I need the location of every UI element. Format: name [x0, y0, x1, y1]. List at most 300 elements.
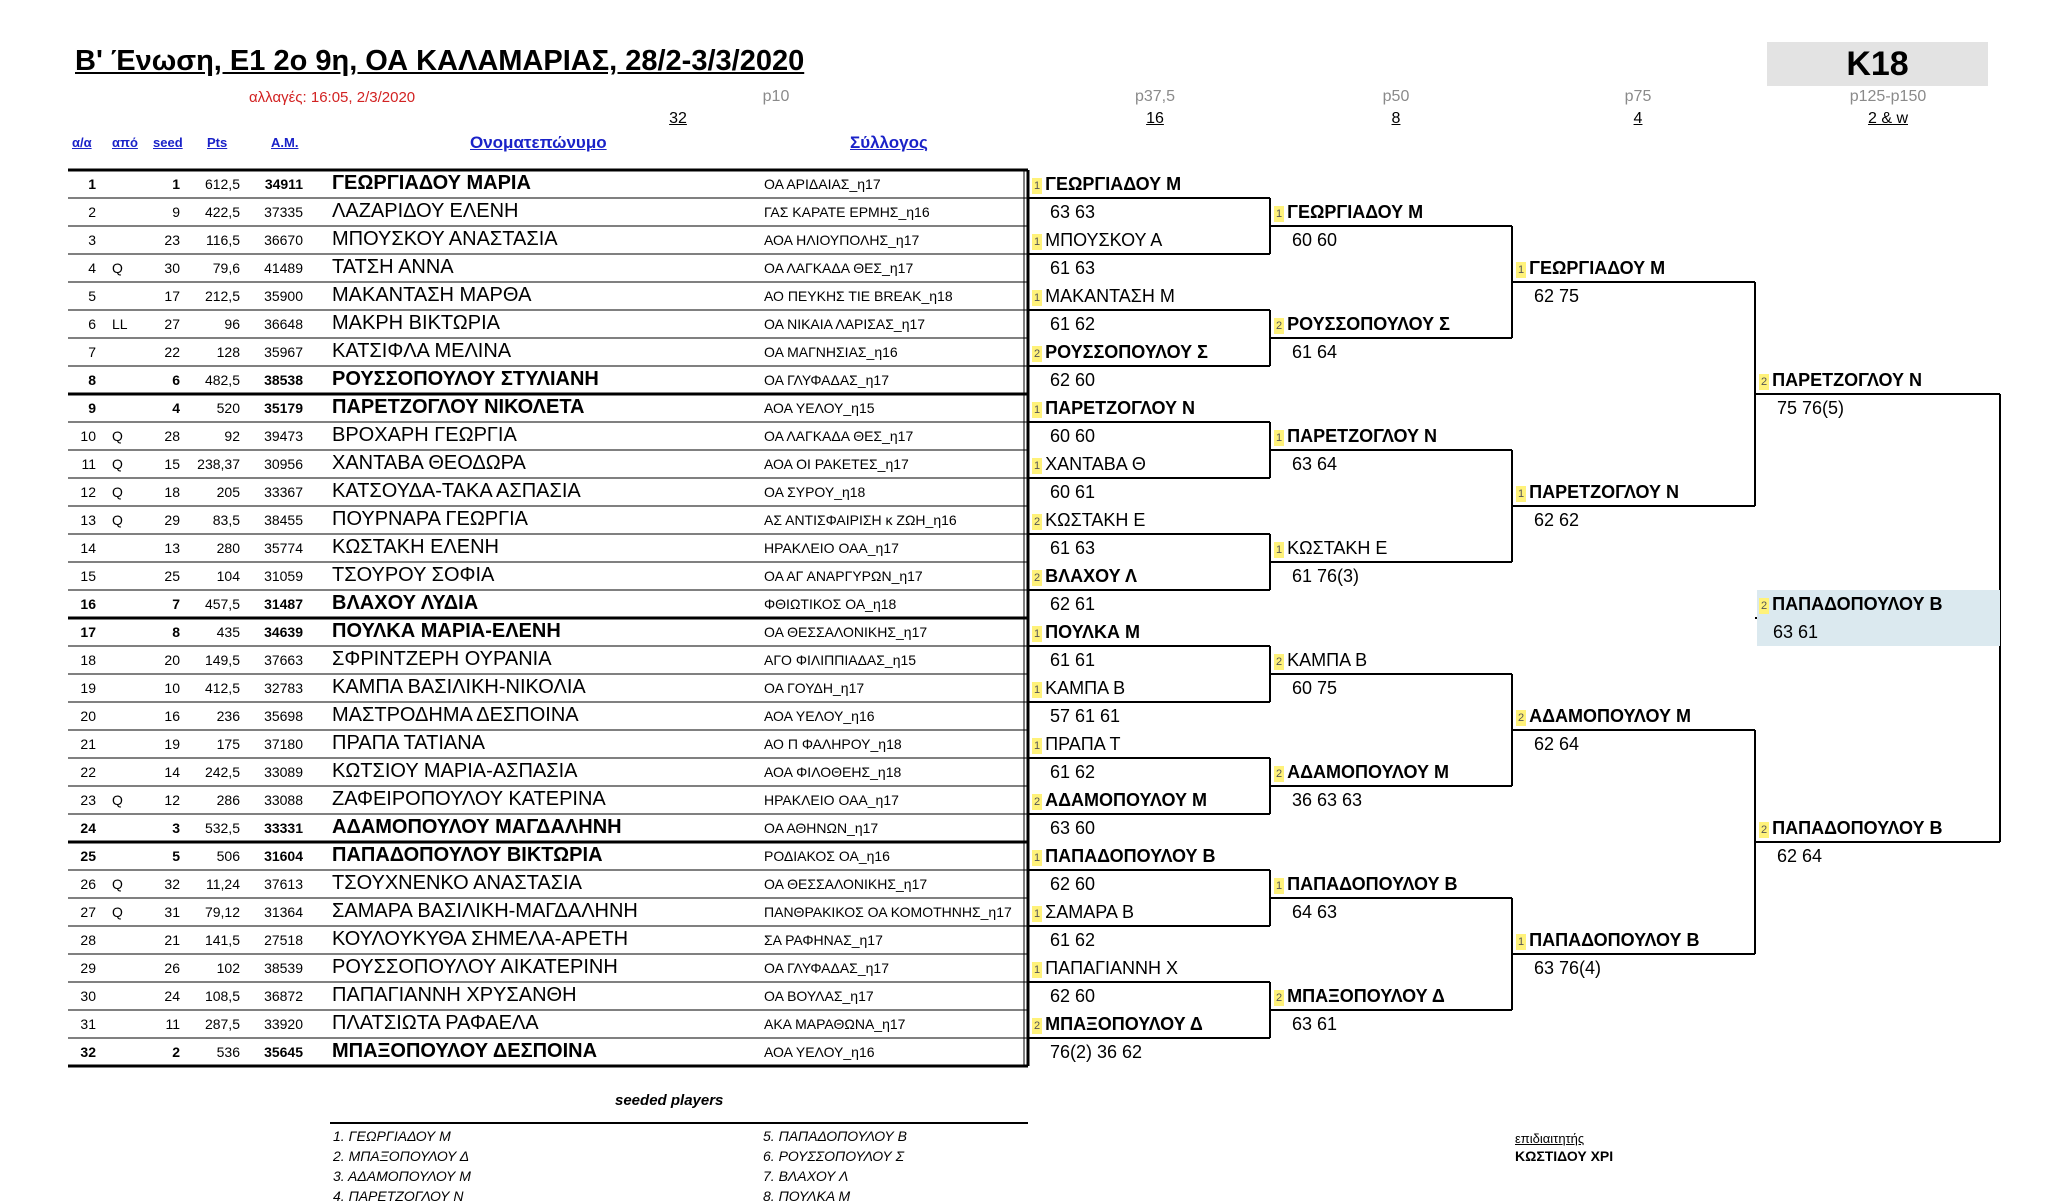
- r16-entry: [1032, 846, 1215, 867]
- player-seed: 10: [164, 680, 180, 696]
- player-pts: 457,5: [204, 596, 240, 612]
- player-pts: 412,5: [204, 680, 240, 696]
- player-pts: 175: [216, 736, 240, 752]
- bracket-name: ΚΑΜΠΑ Β: [1287, 650, 1368, 670]
- player-name: ΛΑΖΑΡΙΔΟΥ ΕΛΕΝΗ: [332, 200, 519, 222]
- col-header-name: Ονοματεπώνυμο: [470, 133, 607, 152]
- player-seed: 32: [164, 876, 180, 892]
- player-no: 2: [88, 204, 96, 220]
- round-seed-tag: 2: [1761, 823, 1768, 836]
- player-seed: 22: [164, 344, 180, 360]
- player-pts: 520: [216, 400, 240, 416]
- seeded-player: 1. ΓΕΩΡΓΙΑΔΟΥ Μ: [333, 1128, 451, 1144]
- round-seed-tag: 2: [1034, 795, 1041, 808]
- round-seed-tag: 1: [1034, 683, 1041, 696]
- player-row: [68, 170, 1028, 198]
- player-am: 37613: [264, 876, 303, 892]
- player-am: 36648: [264, 316, 303, 332]
- referee-label: επιδιαιτητής: [1515, 1131, 1585, 1146]
- player-am: 38538: [264, 372, 303, 388]
- seeded-player: 4. ΠΑΡΕΤΖΟΓΛΟΥ Ν: [333, 1188, 464, 1204]
- player-club: ΟΑ ΑΡΙΔΑΙΑΣ_η17: [764, 176, 881, 192]
- player-row: [68, 758, 1028, 786]
- bracket-name: ΠΑΠΑΔΟΠΟΥΛΟΥ Β: [1045, 846, 1216, 866]
- seeded-player: 2. ΜΠΑΞΟΠΟΥΛΟΥ Δ: [333, 1148, 470, 1164]
- player-club: ΑΟΑ ΦΙΛΟΘΕΗΣ_η18: [764, 764, 902, 780]
- round-seed-tag: 1: [1034, 963, 1041, 976]
- player-seed: 9: [172, 204, 180, 220]
- seeded-player: 3. ΑΔΑΜΟΠΟΥΛΟΥ Μ: [333, 1168, 471, 1184]
- bracket-score: 62 75: [1534, 286, 1580, 306]
- player-pts: 612,5: [204, 176, 240, 192]
- bracket-score: 62 60: [1050, 370, 1096, 390]
- player-am: 33367: [264, 484, 303, 500]
- round-count: 2 & w: [1867, 110, 1908, 127]
- player-seed: 25: [164, 568, 180, 584]
- r16-entry: [1032, 230, 1162, 251]
- player-pts: 280: [216, 540, 240, 556]
- round-seed-tag: 1: [1518, 487, 1525, 500]
- referee-name: ΚΩΣΤΙΔΟΥ ΧΡΙ: [1515, 1148, 1614, 1164]
- player-row: [68, 338, 1028, 366]
- r16-entry: [1032, 342, 1208, 363]
- player-row: [68, 282, 1028, 310]
- player-club: ΡΟΔΙΑΚΟΣ ΟΑ_η16: [764, 848, 890, 864]
- player-am: 35774: [264, 540, 303, 556]
- bracket-name: ΚΩΣΤΑΚΗ Ε: [1045, 510, 1146, 530]
- bracket-name: ΑΔΑΜΟΠΟΥΛΟΥ Μ: [1287, 762, 1449, 782]
- player-row: [68, 534, 1028, 562]
- player-pts: 532,5: [204, 820, 240, 836]
- round-seed-tag: 1: [1276, 879, 1283, 892]
- round-label: p125-p150: [1849, 88, 1927, 105]
- bracket-score: 62 62: [1534, 510, 1580, 530]
- player-club: ΑΟΑ ΥΕΛΟΥ_η15: [764, 400, 875, 416]
- player-row: [68, 674, 1028, 702]
- bracket-name: ΠΑΠΑΔΟΠΟΥΛΟΥ Β: [1772, 818, 1943, 838]
- bracket-score: 60 60: [1292, 230, 1338, 250]
- player-club: ΟΑ ΛΑΓΚΑΔΑ ΘΕΣ_η17: [764, 260, 914, 276]
- player-pts: 104: [216, 568, 240, 584]
- player-club: ΑΓΟ ΦΙΛΙΠΠΙΑΔΑΣ_η15: [764, 652, 917, 668]
- col-header-club: Σύλλογος: [850, 133, 928, 152]
- player-am: 36670: [264, 232, 303, 248]
- r16-entry: [1032, 958, 1178, 979]
- player-club: ΟΑ ΣΥΡΟΥ_η18: [764, 484, 866, 500]
- player-club: ΦΘΙΩΤΙΚΟΣ ΟΑ_η18: [764, 596, 897, 612]
- player-entry: Q: [112, 456, 123, 472]
- bracket-name: ΠΑΡΕΤΖΟΓΛΟΥ Ν: [1529, 482, 1680, 502]
- bracket-name: ΑΔΑΜΟΠΟΥΛΟΥ Μ: [1045, 790, 1207, 810]
- player-no: 24: [80, 820, 96, 836]
- player-am: 38539: [264, 960, 303, 976]
- player-no: 12: [80, 484, 96, 500]
- player-name: ΣΦΡΙΝΤΖΕΡΗ ΟΥΡΑΝΙΑ: [332, 648, 552, 670]
- player-name: ΤΑΤΣΗ ΑΝΝΑ: [332, 256, 454, 278]
- col-header-pts: Pts: [207, 135, 228, 150]
- round-seed-tag: 1: [1034, 627, 1041, 640]
- player-club: ΟΑ ΘΕΣΣΑΛΟΝΙΚΗΣ_η17: [764, 624, 928, 640]
- player-pts: 79,12: [204, 904, 240, 920]
- bracket-name: ΠΑΠΑΔΟΠΟΥΛΟΥ Β: [1287, 874, 1458, 894]
- seeded-player: 5. ΠΑΠΑΔΟΠΟΥΛΟΥ Β: [763, 1128, 907, 1144]
- player-no: 3: [88, 232, 96, 248]
- bracket-name: ΜΠΑΞΟΠΟΥΛΟΥ Δ: [1045, 1014, 1203, 1034]
- player-am: 31364: [264, 904, 303, 920]
- round-label: p75: [1624, 88, 1652, 105]
- r16-entry: [1032, 622, 1140, 643]
- player-name: ΓΕΩΡΓΙΑΔΟΥ ΜΑΡΙΑ: [332, 172, 531, 194]
- player-row: [68, 254, 1028, 282]
- player-row: [68, 478, 1028, 506]
- player-pts: 92: [224, 428, 240, 444]
- player-club: ΟΑ ΛΑΓΚΑΔΑ ΘΕΣ_η17: [764, 428, 914, 444]
- col-header-am: Α.Μ.: [271, 135, 299, 150]
- player-club: ΓΑΣ ΚΑΡΑΤΕ ΕΡΜΗΣ_η16: [764, 204, 930, 220]
- round-seed-tag: 2: [1034, 1019, 1041, 1032]
- player-club: ΑΟ ΠΕΥΚΗΣ ΤΙΕ BREAK_η18: [764, 288, 953, 304]
- player-name: ΠΑΠΑΓΙΑΝΝΗ ΧΡΥΣΑΝΘΗ: [332, 984, 577, 1006]
- bracket-name: ΠΡΑΠΑ Τ: [1045, 734, 1121, 754]
- round-label: p10: [762, 88, 790, 105]
- player-seed: 31: [164, 904, 180, 920]
- player-no: 19: [80, 680, 96, 696]
- col-header-seed: seed: [153, 135, 183, 150]
- player-no: 32: [80, 1044, 96, 1060]
- bracket-score: 61 63: [1050, 538, 1096, 558]
- player-pts: 96: [224, 316, 240, 332]
- bracket-score: 63 60: [1050, 818, 1096, 838]
- player-club: ΟΑ ΓΟΥΔΗ_η17: [764, 680, 865, 696]
- player-entry: Q: [112, 876, 123, 892]
- player-row: [68, 226, 1028, 254]
- bracket-score: 63 64: [1292, 454, 1338, 474]
- round-seed-tag: 1: [1276, 431, 1283, 444]
- bracket-score: 36 63 63: [1292, 790, 1363, 810]
- col-header-no: α/α: [72, 135, 92, 150]
- player-seed: 13: [164, 540, 180, 556]
- player-name: ΚΑΤΣΙΦΛΑ ΜΕΛΙΝΑ: [332, 340, 512, 362]
- player-name: ΡΟΥΣΣΟΠΟΥΛΟΥ ΑΙΚΑΤΕΡΙΝΗ: [332, 956, 618, 978]
- bracket-name: ΠΑΠΑΓΙΑΝΝΗ Χ: [1045, 958, 1179, 978]
- round-seed-tag: 2: [1276, 655, 1283, 668]
- player-seed: 28: [164, 428, 180, 444]
- r16-entry: [1032, 174, 1181, 195]
- round-seed-tag: 1: [1276, 207, 1283, 220]
- round-seed-tag: 2: [1276, 319, 1283, 332]
- player-row: [68, 870, 1028, 898]
- round-seed-tag: 2: [1276, 767, 1283, 780]
- player-am: 36872: [264, 988, 303, 1004]
- player-am: 33089: [264, 764, 303, 780]
- bracket-score: 61 76(3): [1292, 566, 1360, 586]
- player-no: 26: [80, 876, 96, 892]
- player-name: ΒΛΑΧΟΥ ΛΥΔΙΑ: [332, 592, 479, 614]
- round-label: p50: [1382, 88, 1410, 105]
- player-seed: 8: [172, 624, 180, 640]
- bracket-score: 62 64: [1534, 734, 1580, 754]
- bracket-name: ΜΠΑΞΟΠΟΥΛΟΥ Δ: [1287, 986, 1445, 1006]
- player-club: ΟΑ ΑΓ ΑΝΑΡΓΥΡΩΝ_η17: [764, 568, 923, 584]
- player-am: 35900: [264, 288, 303, 304]
- r16-entry: [1032, 454, 1146, 475]
- player-name: ΠΟΥΛΚΑ ΜΑΡΙΑ-ΕΛΕΝΗ: [332, 620, 561, 642]
- r16-entry: [1032, 1014, 1203, 1035]
- player-seed: 7: [172, 596, 180, 612]
- r16-entry: [1032, 790, 1207, 811]
- player-club: ΗΡΑΚΛΕΙΟ ΟΑΑ_η17: [764, 792, 899, 808]
- player-name: ΚΩΣΤΑΚΗ ΕΛΕΝΗ: [332, 536, 499, 558]
- player-club: ΟΑ ΓΛΥΦΑΔΑΣ_η17: [764, 372, 889, 388]
- player-row: [68, 310, 1028, 338]
- player-club: ΑΟΑ ΥΕΛΟΥ_η16: [764, 708, 875, 724]
- player-no: 6: [88, 316, 96, 332]
- player-pts: 242,5: [204, 764, 240, 780]
- player-entry: Q: [112, 484, 123, 500]
- player-seed: 27: [164, 316, 180, 332]
- player-am: 33920: [264, 1016, 303, 1032]
- bracket-name: ΓΕΩΡΓΙΑΔΟΥ Μ: [1529, 258, 1666, 278]
- player-name: ΧΑΝΤΑΒΑ ΘΕΟΔΩΡΑ: [332, 452, 526, 474]
- round-count: 8: [1391, 110, 1401, 127]
- player-pts: 212,5: [204, 288, 240, 304]
- round-label: p37,5: [1134, 88, 1176, 105]
- player-row: [68, 646, 1028, 674]
- player-row: [68, 394, 1028, 422]
- player-entry: LL: [112, 316, 128, 332]
- player-seed: 11: [165, 1016, 180, 1032]
- player-seed: 12: [164, 792, 180, 808]
- player-pts: 536: [216, 1044, 240, 1060]
- bracket-score: 60 60: [1050, 426, 1096, 446]
- round-seed-tag: 1: [1034, 907, 1041, 920]
- bracket-name: ΓΕΩΡΓΙΑΔΟΥ Μ: [1045, 174, 1182, 194]
- sf-entry: [1516, 706, 1691, 727]
- player-club: ΑΟΑ ΥΕΛΟΥ_η16: [764, 1044, 875, 1060]
- seeded-player: 7. ΒΛΑΧΟΥ Λ: [763, 1168, 849, 1184]
- player-seed: 5: [172, 848, 180, 864]
- player-name: ΡΟΥΣΣΟΠΟΥΛΟΥ ΣΤΥΛΙΑΝΗ: [332, 368, 599, 390]
- player-seed: 20: [164, 652, 180, 668]
- player-name: ΠΛΑΤΣΙΩΤΑ ΡΑΦΑΕΛΑ: [332, 1012, 539, 1034]
- player-club: ΗΡΑΚΛΕΙΟ ΟΑΑ_η17: [764, 540, 899, 556]
- player-no: 11: [81, 456, 96, 472]
- r16-entry: [1032, 566, 1137, 587]
- player-pts: 108,5: [204, 988, 240, 1004]
- player-am: 33088: [264, 792, 303, 808]
- player-entry: Q: [112, 904, 123, 920]
- qf-entry: [1274, 762, 1449, 783]
- player-row: [68, 898, 1028, 926]
- bracket-score: 61 62: [1050, 930, 1096, 950]
- player-seed: 23: [164, 232, 180, 248]
- player-row: [68, 926, 1028, 954]
- seeded-player: 8. ΠΟΥΛΚΑ Μ: [763, 1188, 851, 1204]
- player-seed: 2: [172, 1044, 180, 1060]
- player-seed: 1: [172, 176, 180, 192]
- player-seed: 4: [172, 400, 180, 416]
- player-no: 10: [80, 428, 96, 444]
- player-row: [68, 562, 1028, 590]
- bracket-name: ΚΑΜΠΑ Β: [1045, 678, 1126, 698]
- player-entry: Q: [112, 428, 123, 444]
- player-am: 34639: [264, 624, 303, 640]
- champion-name: ΠΑΠΑΔΟΠΟΥΛΟΥ Β: [1772, 594, 1943, 614]
- bracket-score: 62 64: [1777, 846, 1823, 866]
- round-seed-tag: 1: [1034, 291, 1041, 304]
- player-row: [68, 1038, 1028, 1066]
- player-row: [68, 450, 1028, 478]
- player-pts: 236: [216, 708, 240, 724]
- player-name: ΠΑΡΕΤΖΟΓΛΟΥ ΝΙΚΟΛΕΤΑ: [332, 396, 585, 418]
- player-name: ΜΠΟΥΣΚΟΥ ΑΝΑΣΤΑΣΙΑ: [332, 228, 558, 250]
- player-am: 31059: [264, 568, 303, 584]
- player-am: 33331: [264, 820, 303, 836]
- col-header-from: από: [112, 135, 138, 150]
- player-pts: 11,24: [206, 876, 240, 892]
- player-name: ΚΑΜΠΑ ΒΑΣΙΛΙΚΗ-ΝΙΚΟΛΙΑ: [332, 676, 586, 698]
- bracket-name: ΜΠΟΥΣΚΟΥ Α: [1045, 230, 1163, 250]
- round-seed-tag: 1: [1034, 739, 1041, 752]
- player-no: 25: [80, 848, 96, 864]
- bracket-score: 63 61: [1292, 1014, 1338, 1034]
- qf-entry: [1274, 874, 1457, 895]
- player-pts: 435: [216, 624, 240, 640]
- player-name: ΑΔΑΜΟΠΟΥΛΟΥ ΜΑΓΔΑΛΗΝΗ: [332, 816, 622, 838]
- player-name: ΜΠΑΞΟΠΟΥΛΟΥ ΔΕΣΠΟΙΝΑ: [332, 1040, 598, 1062]
- player-club: ΟΑ ΒΟΥΛΑΣ_η17: [764, 988, 874, 1004]
- r16-entry: [1032, 398, 1195, 419]
- player-pts: 102: [216, 960, 240, 976]
- bracket-score: 60 75: [1292, 678, 1338, 698]
- bracket-name: ΜΑΚΑΝΤΑΣΗ Μ: [1045, 286, 1175, 306]
- round-seed-tag: 2: [1276, 991, 1283, 1004]
- player-name: ΤΣΟΥΡΟΥ ΣΟΦΙΑ: [332, 564, 495, 586]
- player-row: [68, 786, 1028, 814]
- r16-entry: [1032, 678, 1125, 699]
- final-entry: [1759, 370, 1922, 391]
- player-club: ΑΚΑ ΜΑΡΑΘΩΝΑ_η17: [764, 1016, 906, 1032]
- bracket-name: ΓΕΩΡΓΙΑΔΟΥ Μ: [1287, 202, 1424, 222]
- round-seed-tag: 1: [1034, 851, 1041, 864]
- player-name: ΠΟΥΡΝΑΡΑ ΓΕΩΡΓΙΑ: [332, 508, 529, 530]
- player-am: 32783: [264, 680, 303, 696]
- r16-entry: [1032, 510, 1145, 531]
- player-pts: 83,5: [212, 512, 240, 528]
- player-club: ΠΑΝΘΡΑΚΙΚΟΣ ΟΑ ΚΟΜΟΤΗΝΗΣ_η17: [764, 904, 1012, 920]
- player-am: 31487: [264, 596, 303, 612]
- player-row: [68, 842, 1028, 870]
- player-row: [68, 366, 1028, 394]
- round-seed-tag: 1: [1518, 935, 1525, 948]
- player-no: 9: [88, 400, 96, 416]
- player-pts: 422,5: [204, 204, 240, 220]
- bracket-name: ΠΑΠΑΔΟΠΟΥΛΟΥ Β: [1529, 930, 1700, 950]
- player-club: ΟΑ ΑΘΗΝΩΝ_η17: [764, 820, 879, 836]
- player-no: 13: [80, 512, 96, 528]
- bracket-name: ΠΑΡΕΤΖΟΓΛΟΥ Ν: [1287, 426, 1438, 446]
- player-no: 18: [80, 652, 96, 668]
- player-entry: Q: [112, 260, 123, 276]
- player-pts: 205: [216, 484, 240, 500]
- player-seed: 15: [164, 456, 180, 472]
- player-am: 38455: [264, 512, 303, 528]
- player-am: 35698: [264, 708, 303, 724]
- bracket-name: ΡΟΥΣΣΟΠΟΥΛΟΥ Σ: [1045, 342, 1208, 362]
- player-no: 22: [80, 764, 96, 780]
- player-seed: 17: [164, 288, 180, 304]
- player-pts: 286: [216, 792, 240, 808]
- player-name: ΜΑΣΤΡΟΔΗΜΑ ΔΕΣΠΟΙΝΑ: [332, 704, 579, 726]
- player-no: 5: [88, 288, 96, 304]
- player-row: [68, 1010, 1028, 1038]
- player-club: ΑΟ Π ΦΑΛΗΡΟΥ_η18: [764, 736, 902, 752]
- player-no: 30: [80, 988, 96, 1004]
- bracket-name: ΣΑΜΑΡΑ Β: [1045, 902, 1134, 922]
- player-seed: 21: [164, 932, 180, 948]
- round-count: 32: [669, 110, 687, 127]
- r16-entry: [1032, 902, 1134, 923]
- player-entry: Q: [112, 792, 123, 808]
- player-row: [68, 618, 1028, 646]
- category-badge: K18: [1767, 42, 1988, 86]
- player-no: 28: [80, 932, 96, 948]
- player-seed: 16: [164, 708, 180, 724]
- player-am: 41489: [264, 260, 303, 276]
- player-name: ΤΣΟΥΧΝΕΝΚΟ ΑΝΑΣΤΑΣΙΑ: [332, 872, 582, 894]
- player-row: [68, 702, 1028, 730]
- player-club: ΑΟΑ ΗΛΙΟΥΠΟΛΗΣ_η17: [764, 232, 920, 248]
- bracket-score: 61 63: [1050, 258, 1096, 278]
- bracket-score: 63 63: [1050, 202, 1096, 222]
- player-am: 37663: [264, 652, 303, 668]
- sf-entry: [1516, 258, 1665, 279]
- player-club: ΟΑ ΝΙΚΑΙΑ ΛΑΡΙΣΑΣ_η17: [764, 316, 926, 332]
- player-no: 29: [80, 960, 96, 976]
- player-no: 16: [80, 596, 96, 612]
- player-row: [68, 590, 1028, 618]
- player-row: [68, 422, 1028, 450]
- seeded-player: 6. ΡΟΥΣΣΟΠΟΥΛΟΥ Σ: [763, 1148, 904, 1164]
- round-count: 16: [1146, 110, 1164, 127]
- bracket-score: 75 76(5): [1777, 398, 1845, 418]
- player-club: ΟΑ ΓΛΥΦΑΔΑΣ_η17: [764, 960, 889, 976]
- bracket-score: 57 61 61: [1050, 706, 1121, 726]
- seeded-players-title: seeded players: [615, 1092, 724, 1109]
- player-name: ΖΑΦΕΙΡΟΠΟΥΛΟΥ ΚΑΤΕΡΙΝΑ: [332, 788, 606, 810]
- player-am: 35645: [264, 1044, 303, 1060]
- bracket-name: ΑΔΑΜΟΠΟΥΛΟΥ Μ: [1529, 706, 1691, 726]
- player-pts: 116,5: [206, 232, 240, 248]
- round-seed-tag: 2: [1034, 571, 1041, 584]
- player-seed: 19: [164, 736, 180, 752]
- player-pts: 238,37: [197, 456, 240, 472]
- changes-timestamp: αλλαγές: 16:05, 2/3/2020: [249, 89, 416, 106]
- player-no: 23: [80, 792, 96, 808]
- player-am: 27518: [264, 932, 303, 948]
- bracket-score: 62 61: [1050, 594, 1096, 614]
- player-name: ΚΟΥΛΟΥΚΥΘΑ ΣΗΜΕΛΑ-ΑΡΕΤΗ: [332, 928, 629, 950]
- player-seed: 24: [164, 988, 180, 1004]
- player-am: 30956: [264, 456, 303, 472]
- player-club: ΟΑ ΘΕΣΣΑΛΟΝΙΚΗΣ_η17: [764, 876, 928, 892]
- player-pts: 128: [216, 344, 240, 360]
- round-seed-tag: 2: [1034, 515, 1041, 528]
- player-name: ΜΑΚΑΝΤΑΣΗ ΜΑΡΘΑ: [332, 284, 532, 306]
- player-name: ΣΑΜΑΡΑ ΒΑΣΙΛΙΚΗ-ΜΑΓΔΑΛΗΝΗ: [332, 900, 638, 922]
- player-am: 31604: [264, 848, 303, 864]
- bracket-score: 63 76(4): [1534, 958, 1602, 978]
